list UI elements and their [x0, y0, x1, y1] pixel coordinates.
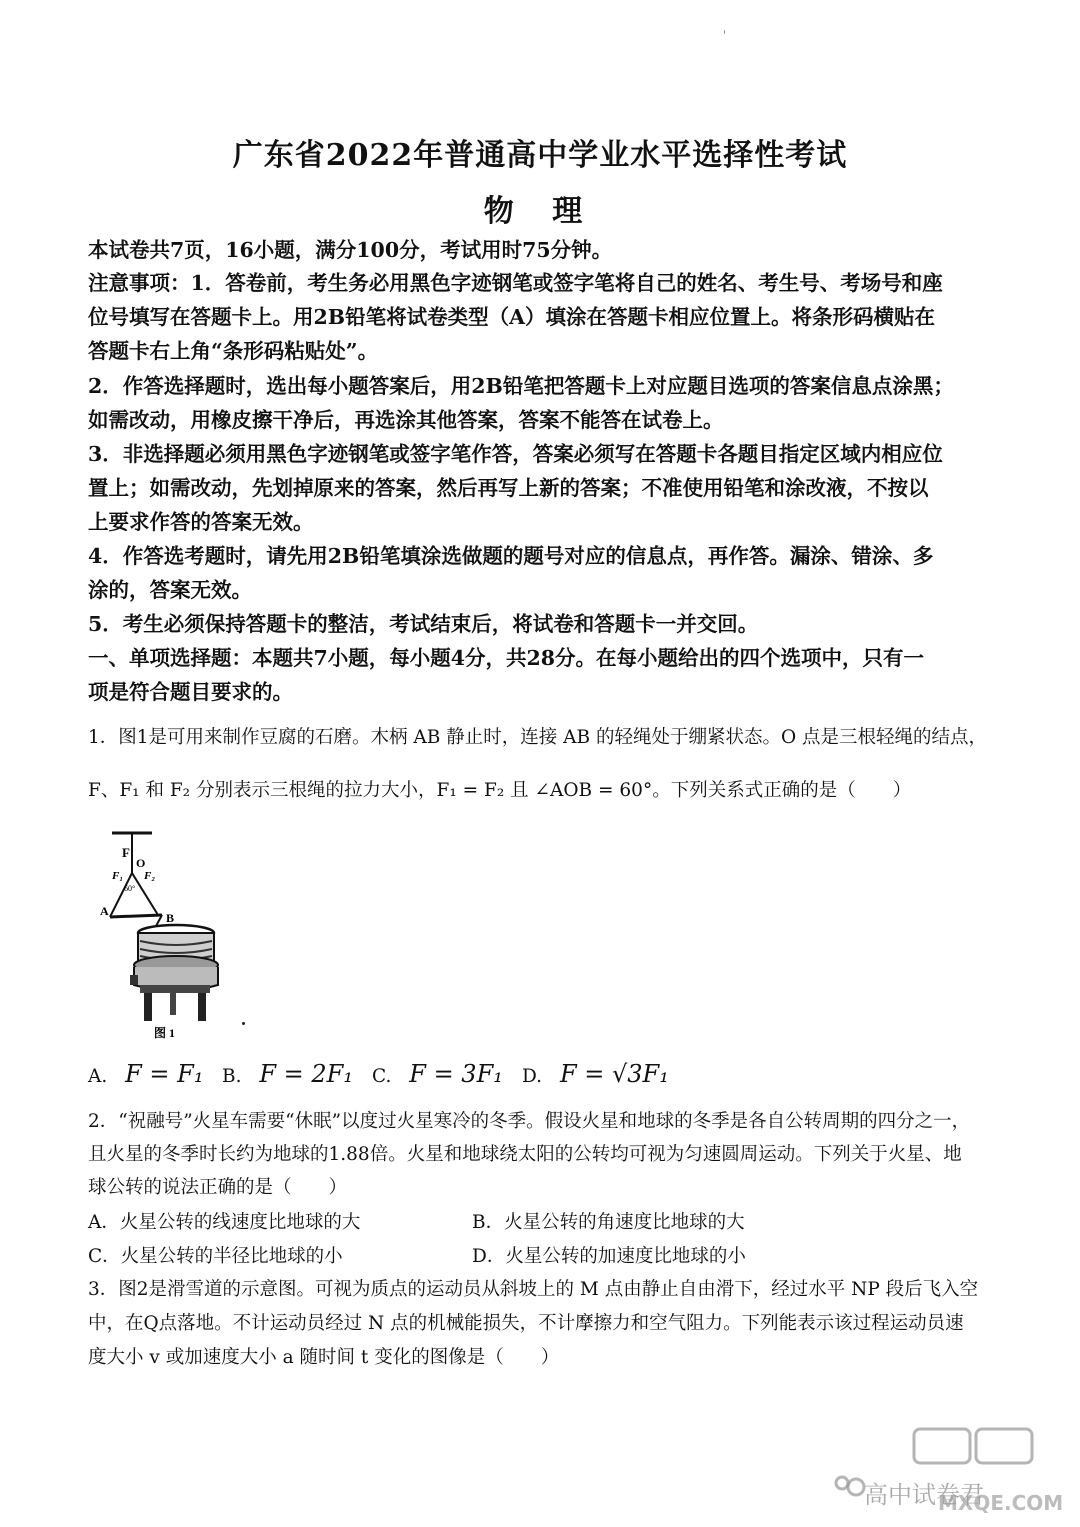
instruction-line: 3．非选择题必须用黑色字迹钢笔或签字笔作答，答案必须写在答题卡各题目指定区域内相应位: [88, 442, 943, 466]
q2-option-a[interactable]: A．火星公转的线速度比地球的大: [88, 1212, 361, 1233]
q3-stem-line: 3．图2是滑雪道的示意图。可视为质点的运动员从斜坡上的 M 点由静止自由滑下，经过水平 NP 段后飞入空: [88, 1279, 979, 1300]
q2-option-d[interactable]: D．火星公转的加速度比地球的小: [472, 1246, 746, 1267]
q1-option-d[interactable]: [522, 1060, 669, 1088]
q1-option-c[interactable]: [372, 1060, 503, 1088]
scan-mark: [724, 30, 725, 34]
q1-stem-line: F、F₁ 和 F₂ 分别表示三根绳的拉力大小，F₁ = F₂ 且 ∠AOB = 60°。下列关系式正确的是（ ）: [88, 780, 912, 801]
instruction-line: 如需改动，用橡皮擦干净后，再选涂其他答案，答案不能答在试卷上。: [88, 408, 724, 432]
q3-stem-line: 中，在Q点落地。不计运动员经过 N 点的机械能损失，不计摩擦力和空气阻力。下列能表示该过程运动员速: [88, 1313, 964, 1334]
label-o: O: [136, 856, 146, 870]
q1-option-a[interactable]: [88, 1060, 203, 1088]
label-a: A: [100, 904, 109, 918]
option-formula: F = 3F₁: [409, 1060, 503, 1088]
instruction-line: 2．作答选择题时，选出每小题答案后，用2B铅笔把答题卡上对应题目选项的答案信息点涂黑；: [88, 374, 954, 398]
q2-stem-line: 2．“祝融号”火星车需要“休眠”以度过火星寒冷的冬季。假设火星和地球的冬季是各自公转周期的四分之一，: [88, 1111, 971, 1132]
q3-stem-line: 度大小 v 或加速度大小 a 随时间 t 变化的图像是（ ）: [88, 1347, 560, 1368]
instruction-line: 上要求作答的答案无效。: [88, 510, 314, 534]
watermark-text: 高中试卷君: [864, 1481, 984, 1509]
exam-title: 广东省2022年普通高中学业水平选择性考试: [232, 138, 848, 173]
stone-mill-figure: [100, 825, 270, 1040]
instruction-line: 5．考生必须保持答题卡的整洁，考试结束后，将试卷和答题卡一并交回。: [88, 612, 759, 636]
label-angle: 60°: [124, 884, 136, 893]
option-letter: A.: [88, 1066, 108, 1087]
label-b: B: [166, 911, 175, 925]
q1-stem-line: 1．图1是可用来制作豆腐的石磨。木柄 AB 静止时，连接 AB 的轻绳处于绷紧状态。O 点是三根轻绳的结点，: [88, 727, 988, 748]
option-letter: D.: [522, 1066, 543, 1087]
watermark-site: MXQE.COM: [938, 1491, 1064, 1515]
instruction-line: 4．作答选考题时，请先用2B铅笔填涂选做题的题号对应的信息点，再作答。漏涂、错涂、多: [88, 544, 934, 568]
figure-caption: 图 1: [154, 1026, 176, 1040]
option-formula: F = F₁: [125, 1060, 204, 1088]
option-letter: B.: [222, 1066, 242, 1087]
q2-option-c[interactable]: C．火星公转的半径比地球的小: [88, 1246, 343, 1267]
label-f1: F₁: [112, 870, 124, 882]
instruction-line: 位号填写在答题卡上。用2B铅笔将试卷类型（A）填涂在答题卡相应位置上。将条形码横贴在: [88, 305, 935, 329]
q1-option-b[interactable]: [222, 1060, 353, 1088]
instruction-line: 注意事项：1．答卷前，考生务必用黑色字迹钢笔或签字笔将自己的姓名、考生号、考场号和座: [88, 271, 943, 295]
section-heading: 一、单项选择题：本题共7小题，每小题4分，共28分。在每小题给出的四个选项中，只有一: [88, 646, 925, 670]
section-heading: 项是符合题目要求的。: [88, 680, 293, 704]
instruction-line: 本试卷共7页，16小题，满分100分，考试用时75分钟。: [88, 238, 613, 262]
instruction-line: 置上；如需改动，先划掉原来的答案，然后再写上新的答案；不准使用铅笔和涂改液，不按以: [88, 476, 929, 500]
stray-dot: [242, 1022, 245, 1025]
q2-stem-line: 且火星的冬季时长约为地球的1.88倍。火星和地球绕太阳的公转均可视为匀速圆周运动。下列关于火星、地: [88, 1144, 962, 1165]
option-formula: F = 2F₁: [259, 1060, 353, 1088]
watermark: [834, 1425, 1064, 1515]
instruction-line: 答题卡右上角“条形码粘贴处”。: [88, 339, 379, 363]
q2-option-b[interactable]: B．火星公转的角速度比地球的大: [472, 1212, 745, 1233]
instruction-line: 涂的，答案无效。: [88, 578, 252, 602]
label-f: F: [122, 845, 130, 860]
subject-title: 物 理: [483, 194, 597, 229]
option-letter: C.: [372, 1066, 392, 1087]
q2-stem-line: 球公转的说法正确的是（ ）: [88, 1177, 348, 1198]
handle-ab: [110, 915, 162, 917]
option-formula: F = √3F₁: [559, 1060, 669, 1088]
millstone-drawing: [130, 925, 218, 1021]
label-f2: F₂: [144, 870, 156, 882]
